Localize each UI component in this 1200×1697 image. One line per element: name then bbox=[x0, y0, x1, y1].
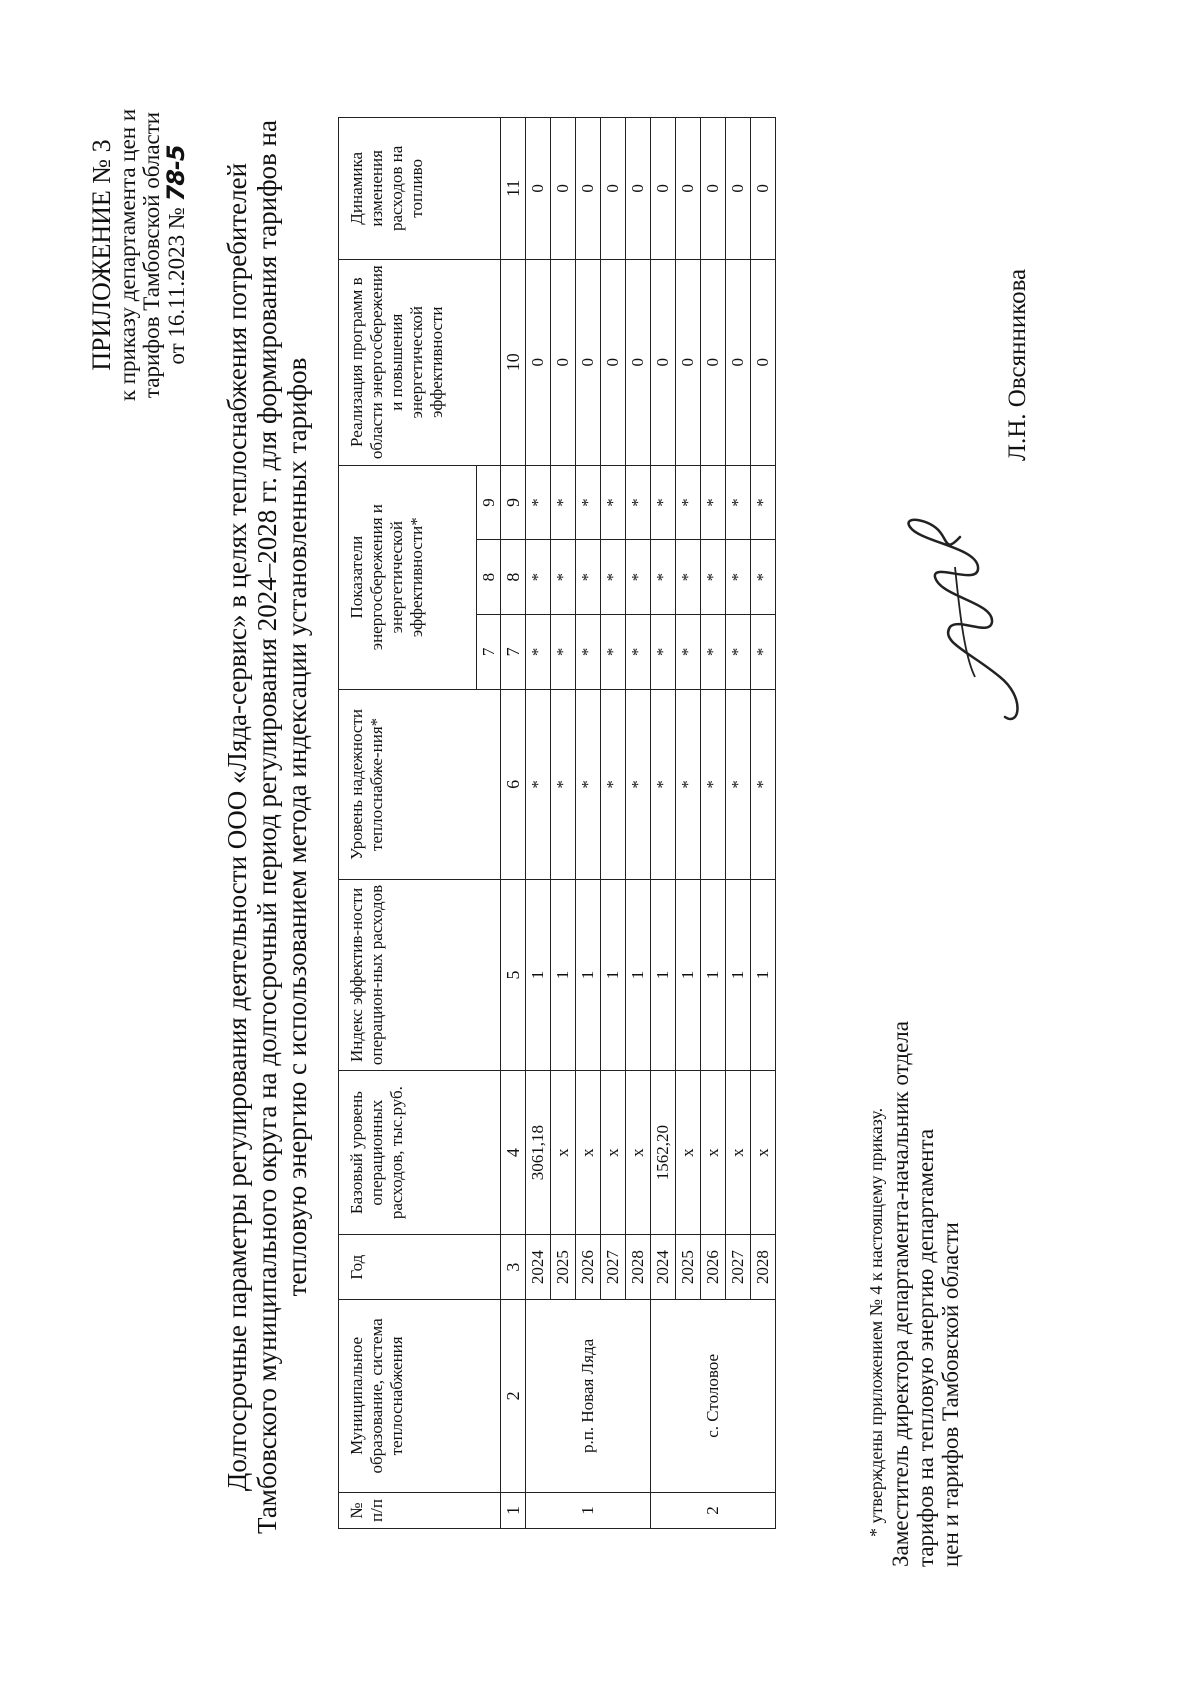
energy-indicator-7-cell: * bbox=[626, 614, 651, 689]
base-opex-cell: x bbox=[701, 1070, 726, 1235]
energy-indicator-9-cell: * bbox=[526, 465, 551, 540]
efficiency-index-cell: 1 bbox=[601, 880, 626, 1071]
column-number-1: 1 bbox=[501, 1492, 526, 1528]
programs-cell: 0 bbox=[701, 259, 726, 465]
energy-indicator-7-cell: * bbox=[701, 614, 726, 689]
energy-indicator-9-cell: * bbox=[576, 465, 601, 540]
fuel-dynamics-cell: 0 bbox=[701, 118, 726, 260]
base-opex-cell: x bbox=[576, 1070, 601, 1235]
energy-indicator-8-cell: * bbox=[726, 540, 751, 615]
fuel-dynamics-cell: 0 bbox=[676, 118, 701, 260]
efficiency-index-cell: 1 bbox=[551, 880, 576, 1071]
efficiency-index-cell: 1 bbox=[751, 880, 776, 1071]
programs-cell: 0 bbox=[651, 259, 676, 465]
column-number-8: 8 bbox=[501, 540, 526, 615]
header-programs: Реализация программ в области энергосбережения и повышения энергетической эффективности bbox=[339, 259, 501, 465]
fuel-dynamics-cell: 0 bbox=[526, 118, 551, 260]
programs-cell: 0 bbox=[626, 259, 651, 465]
signer-line-3: цен и тарифов Тамбовской области bbox=[938, 1222, 963, 1567]
programs-cell: 0 bbox=[676, 259, 701, 465]
efficiency-index-cell: 1 bbox=[676, 880, 701, 1071]
year-cell: 2025 bbox=[676, 1235, 701, 1299]
energy-indicator-7-cell: * bbox=[601, 614, 626, 689]
fuel-dynamics-cell: 0 bbox=[626, 118, 651, 260]
title-line-2: Тамбовского муниципального округа на долгосрочный период регулирования 2024–2028 гг. для формирования тарифов на bbox=[252, 120, 282, 1534]
energy-indicator-9-cell: * bbox=[726, 465, 751, 540]
header-municipality: Муниципальное образование, система теплоснабжения bbox=[339, 1299, 501, 1492]
energy-indicator-7-cell: * bbox=[551, 614, 576, 689]
energy-indicator-9-cell: * bbox=[751, 465, 776, 540]
year-cell: 2026 bbox=[701, 1235, 726, 1299]
appendix-line-1: к приказу департамента цен и bbox=[115, 108, 140, 402]
base-opex-cell: x bbox=[551, 1070, 576, 1235]
programs-cell: 0 bbox=[726, 259, 751, 465]
group-number-cell: 1 bbox=[526, 1492, 651, 1528]
footnote: * утверждены приложением № 4 к настоящему приказу. bbox=[866, 1107, 886, 1537]
year-cell: 2026 bbox=[576, 1235, 601, 1299]
table-body bbox=[501, 118, 776, 1529]
energy-indicator-7-cell: * bbox=[576, 614, 601, 689]
year-cell: 2028 bbox=[751, 1235, 776, 1299]
energy-indicator-8-cell: * bbox=[676, 540, 701, 615]
title-line-1: Долгосрочные параметры регулирования деятельности ООО «Ляда-сервис» в целях теплоснабжения потребителей bbox=[222, 162, 252, 1492]
efficiency-index-cell: 1 bbox=[626, 880, 651, 1071]
header-energy-indicators: Показатели энергосбережения и энергетической эффективности* bbox=[339, 465, 477, 689]
programs-cell: 0 bbox=[751, 259, 776, 465]
column-number-5: 5 bbox=[501, 880, 526, 1071]
header-base-opex: Базовый уровень операционных расходов, тыс.руб. bbox=[339, 1070, 501, 1235]
subheader-9: 9 bbox=[477, 465, 501, 540]
efficiency-index-cell: 1 bbox=[651, 880, 676, 1071]
column-number-10: 10 bbox=[501, 259, 526, 465]
base-opex-cell: x bbox=[626, 1070, 651, 1235]
group-number-cell: 2 bbox=[651, 1492, 776, 1528]
programs-cell: 0 bbox=[576, 259, 601, 465]
header-efficiency-index: Индекс эффектив-ности операцион-ных расходов bbox=[339, 880, 501, 1071]
header-num: № п/п bbox=[339, 1492, 501, 1528]
subheader-8: 8 bbox=[477, 540, 501, 615]
reliability-cell: * bbox=[576, 689, 601, 880]
reliability-cell: * bbox=[526, 689, 551, 880]
year-cell: 2024 bbox=[651, 1235, 676, 1299]
reliability-cell: * bbox=[751, 689, 776, 880]
reliability-cell: * bbox=[551, 689, 576, 880]
reliability-cell: * bbox=[676, 689, 701, 880]
subheader-7: 7 bbox=[477, 614, 501, 689]
document-title bbox=[222, 107, 312, 1547]
programs-cell: 0 bbox=[551, 259, 576, 465]
municipality-cell: р.п. Новая Ляда bbox=[526, 1299, 651, 1492]
municipality-cell: с. Столовое bbox=[651, 1299, 776, 1492]
energy-indicator-9-cell: * bbox=[601, 465, 626, 540]
energy-indicator-8-cell: * bbox=[626, 540, 651, 615]
order-number-handwritten: 78-5 bbox=[162, 145, 190, 202]
energy-indicator-8-cell: * bbox=[701, 540, 726, 615]
appendix-date: от 16.11.2023 № bbox=[164, 207, 189, 365]
header-reliability: Уровень надежности теплоснабже-ния* bbox=[339, 689, 501, 880]
energy-indicator-8-cell: * bbox=[751, 540, 776, 615]
base-opex-cell: x bbox=[726, 1070, 751, 1235]
appendix-title: ПРИЛОЖЕНИЕ № 3 bbox=[87, 139, 116, 371]
energy-indicator-7-cell: * bbox=[726, 614, 751, 689]
efficiency-index-cell: 1 bbox=[576, 880, 601, 1071]
column-number-6: 6 bbox=[501, 689, 526, 880]
table-row bbox=[526, 118, 551, 1529]
appendix-line-3 bbox=[164, 45, 189, 465]
column-number-7: 7 bbox=[501, 614, 526, 689]
base-opex-cell: x bbox=[676, 1070, 701, 1235]
signer-name: Л.Н. Овсянникова bbox=[1004, 268, 1031, 461]
energy-indicator-9-cell: * bbox=[551, 465, 576, 540]
reliability-cell: * bbox=[601, 689, 626, 880]
fuel-dynamics-cell: 0 bbox=[551, 118, 576, 260]
efficiency-index-cell: 1 bbox=[726, 880, 751, 1071]
energy-indicator-8-cell: * bbox=[551, 540, 576, 615]
header-year: Год bbox=[339, 1235, 501, 1299]
column-numbers-row bbox=[501, 118, 526, 1529]
programs-cell: 0 bbox=[526, 259, 551, 465]
energy-indicator-7-cell: * bbox=[651, 614, 676, 689]
energy-indicator-7-cell: * bbox=[676, 614, 701, 689]
efficiency-index-cell: 1 bbox=[526, 880, 551, 1071]
table-row bbox=[651, 118, 676, 1529]
fuel-dynamics-cell: 0 bbox=[651, 118, 676, 260]
energy-indicator-9-cell: * bbox=[626, 465, 651, 540]
appendix-line-2: тарифов Тамбовской области bbox=[139, 111, 164, 399]
energy-indicator-7-cell: * bbox=[526, 614, 551, 689]
fuel-dynamics-cell: 0 bbox=[576, 118, 601, 260]
base-opex-cell: x bbox=[751, 1070, 776, 1235]
parameters-table bbox=[338, 117, 776, 1529]
reliability-cell: * bbox=[726, 689, 751, 880]
energy-indicator-8-cell: * bbox=[576, 540, 601, 615]
column-number-9: 9 bbox=[501, 465, 526, 540]
energy-indicator-8-cell: * bbox=[526, 540, 551, 615]
column-number-4: 4 bbox=[501, 1070, 526, 1235]
fuel-dynamics-cell: 0 bbox=[601, 118, 626, 260]
signer-line-1: Заместитель директора департамента-начальник отдела bbox=[888, 1021, 913, 1567]
reliability-cell: * bbox=[651, 689, 676, 880]
base-opex-cell: x bbox=[601, 1070, 626, 1235]
handwritten-signature bbox=[880, 507, 1030, 737]
year-cell: 2027 bbox=[726, 1235, 751, 1299]
column-number-3: 3 bbox=[501, 1235, 526, 1299]
reliability-cell: * bbox=[626, 689, 651, 880]
energy-indicator-8-cell: * bbox=[601, 540, 626, 615]
year-cell: 2028 bbox=[626, 1235, 651, 1299]
energy-indicator-9-cell: * bbox=[701, 465, 726, 540]
fuel-dynamics-cell: 0 bbox=[726, 118, 751, 260]
programs-cell: 0 bbox=[601, 259, 626, 465]
title-line-3: тепловую энергию с использованием метода индексации установленных тарифов bbox=[282, 357, 312, 1297]
header-fuel-dynamics: Динамика изменения расходов на топливо bbox=[339, 118, 501, 260]
signer-position bbox=[888, 747, 963, 1567]
energy-indicator-8-cell: * bbox=[651, 540, 676, 615]
reliability-cell: * bbox=[701, 689, 726, 880]
energy-indicator-9-cell: * bbox=[651, 465, 676, 540]
energy-indicator-7-cell: * bbox=[751, 614, 776, 689]
efficiency-index-cell: 1 bbox=[701, 880, 726, 1071]
signer-line-2: тарифов на тепловую энергию департамента bbox=[913, 1128, 938, 1567]
fuel-dynamics-cell: 0 bbox=[751, 118, 776, 260]
energy-indicator-9-cell: * bbox=[676, 465, 701, 540]
base-opex-cell: 3061,18 bbox=[526, 1070, 551, 1235]
year-cell: 2025 bbox=[551, 1235, 576, 1299]
appendix-header bbox=[88, 45, 189, 465]
column-number-2: 2 bbox=[501, 1299, 526, 1492]
year-cell: 2024 bbox=[526, 1235, 551, 1299]
base-opex-cell: 1562,20 bbox=[651, 1070, 676, 1235]
year-cell: 2027 bbox=[601, 1235, 626, 1299]
column-number-11: 11 bbox=[501, 118, 526, 260]
